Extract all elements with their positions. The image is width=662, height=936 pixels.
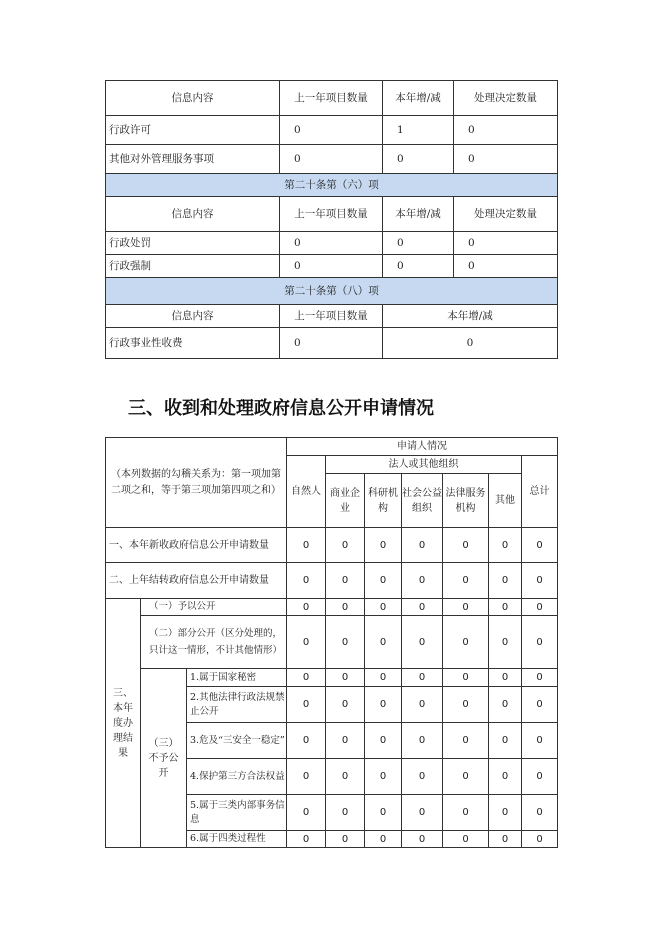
cell-value: 0: [287, 528, 326, 563]
header-content: 信息内容: [106, 305, 280, 328]
cell-value: 0: [365, 831, 402, 848]
cell-value: 0: [522, 795, 558, 831]
cell-value: 1: [383, 116, 454, 145]
cell-value: 0: [454, 116, 558, 145]
cell-value: 0: [522, 616, 558, 669]
table-row: [106, 116, 558, 145]
cell-value: 0: [522, 687, 558, 723]
table-row: [106, 669, 558, 687]
cell-value: 0: [326, 563, 365, 599]
cell-value: 0: [326, 669, 365, 687]
header-decisions: 处理决定数量: [454, 197, 558, 232]
cell-value: 0: [280, 116, 383, 145]
header-change: 本年增/减: [383, 197, 454, 232]
cell-value: 0: [443, 616, 489, 669]
cell-value: 0: [365, 669, 402, 687]
cell-value: 0: [287, 616, 326, 669]
cell-value: 0: [489, 563, 522, 599]
cell-value: 0: [383, 328, 558, 359]
row-label: 3.危及“三安全一稳定”: [187, 723, 287, 759]
cell-value: 0: [443, 687, 489, 723]
table-row: [106, 328, 558, 359]
header-prev-year: 上一年项目数量: [280, 305, 383, 328]
cell-value: 0: [402, 599, 443, 616]
row-label: 二、上年结转政府信息公开申请数量: [106, 563, 287, 599]
cell-value: 0: [287, 795, 326, 831]
cell-value: 0: [365, 759, 402, 795]
natural-person-header: 自然人: [287, 456, 326, 528]
section-three-title: 三、收到和处理政府信息公开申请情况: [128, 398, 434, 419]
cell-value: 0: [522, 563, 558, 599]
org-business: 商业企业: [326, 474, 365, 528]
cell-value: 0: [402, 795, 443, 831]
cell-value: 0: [522, 528, 558, 563]
cell-value: 0: [287, 687, 326, 723]
cell-value: 0: [402, 563, 443, 599]
header-content: 信息内容: [106, 81, 280, 116]
cell-value: 0: [443, 599, 489, 616]
cell-value: 0: [365, 616, 402, 669]
cell-value: 0: [443, 669, 489, 687]
section-band-eight: 第二十条第（八）项: [106, 278, 558, 305]
admin-matters-table: [105, 80, 558, 359]
table-row: [106, 255, 558, 278]
cell-value: 0: [402, 528, 443, 563]
cell-value: 0: [489, 687, 522, 723]
cell-value: 0: [454, 255, 558, 278]
row-label: 一、本年新收政府信息公开申请数量: [106, 528, 287, 563]
disclosure-requests-table: [105, 437, 558, 848]
cell-value: 0: [326, 599, 365, 616]
row-label: 行政强制: [106, 255, 280, 278]
row-label: 5.属于三类内部事务信息: [187, 795, 287, 831]
table-note: （本列数据的勾稽关系为：第一项加第二项之和，等于第三项加第四项之和）: [106, 438, 287, 528]
cell-value: 0: [402, 831, 443, 848]
cell-value: 0: [489, 669, 522, 687]
cell-value: 0: [280, 255, 383, 278]
org-research: 科研机构: [365, 474, 402, 528]
header-prev-year: 上一年项目数量: [280, 81, 383, 116]
table-row: [106, 599, 558, 616]
cell-value: 0: [489, 616, 522, 669]
cell-value: 0: [287, 563, 326, 599]
row-label: 其他对外管理服务事项: [106, 145, 280, 174]
header-change: 本年增/减: [383, 81, 454, 116]
header-content: 信息内容: [106, 197, 280, 232]
cell-value: 0: [326, 528, 365, 563]
table-row: [106, 528, 558, 563]
cell-value: 0: [443, 528, 489, 563]
cell-value: 0: [365, 563, 402, 599]
cell-value: 0: [383, 255, 454, 278]
cell-value: 0: [443, 831, 489, 848]
cell-value: 0: [522, 759, 558, 795]
header-decisions: 处理决定数量: [454, 81, 558, 116]
header-change: 本年增/减: [383, 305, 558, 328]
cell-value: 0: [443, 759, 489, 795]
total-header: 总计: [522, 456, 558, 528]
cell-value: 0: [383, 232, 454, 255]
header-prev-year: 上一年项目数量: [280, 197, 383, 232]
org-public-welfare: 社会公益组织: [402, 474, 443, 528]
row-label: （一）予以公开: [141, 599, 287, 616]
withhold-label: （三）不予公开: [141, 669, 187, 848]
cell-value: 0: [287, 723, 326, 759]
cell-value: 0: [280, 328, 383, 359]
cell-value: 0: [326, 759, 365, 795]
section-band-six: 第二十条第（六）项: [106, 174, 558, 197]
org-other: 其他: [489, 474, 522, 528]
table-row: [106, 616, 558, 669]
cell-value: 0: [489, 759, 522, 795]
cell-value: 0: [287, 669, 326, 687]
cell-value: 0: [326, 687, 365, 723]
cell-value: 0: [402, 687, 443, 723]
cell-value: 0: [443, 795, 489, 831]
cell-value: 0: [287, 759, 326, 795]
cell-value: 0: [365, 723, 402, 759]
row-label: 行政许可: [106, 116, 280, 145]
cell-value: 0: [402, 616, 443, 669]
org-group-header: 法人或其他组织: [326, 456, 522, 474]
cell-value: 0: [522, 831, 558, 848]
cell-value: 0: [402, 669, 443, 687]
cell-value: 0: [365, 528, 402, 563]
cell-value: 0: [280, 145, 383, 174]
cell-value: 0: [287, 831, 326, 848]
cell-value: 0: [522, 599, 558, 616]
cell-value: 0: [522, 669, 558, 687]
cell-value: 0: [489, 795, 522, 831]
cell-value: 0: [326, 831, 365, 848]
cell-value: 0: [365, 795, 402, 831]
cell-value: 0: [489, 831, 522, 848]
cell-value: 0: [402, 759, 443, 795]
cell-value: 0: [365, 599, 402, 616]
cell-value: 0: [326, 795, 365, 831]
cell-value: 0: [454, 145, 558, 174]
table-row: [106, 563, 558, 599]
cell-value: 0: [443, 723, 489, 759]
row-label: 1.属于国家秘密: [187, 669, 287, 687]
cell-value: 0: [522, 723, 558, 759]
table-row: [106, 145, 558, 174]
row-label: 2.其他法律行政法规禁止公开: [187, 687, 287, 723]
cell-value: 0: [365, 687, 402, 723]
row-label: （二）部分公开（区分处理的，只计这一情形，不计其他情形）: [141, 616, 287, 669]
cell-value: 0: [280, 232, 383, 255]
cell-value: 0: [326, 723, 365, 759]
org-legal: 法律服务机构: [443, 474, 489, 528]
cell-value: 0: [489, 599, 522, 616]
row-label: 行政事业性收费: [106, 328, 280, 359]
cell-value: 0: [443, 563, 489, 599]
applicant-header: 申请人情况: [287, 438, 558, 456]
cell-value: 0: [402, 723, 443, 759]
table-row: [106, 232, 558, 255]
cell-value: 0: [383, 145, 454, 174]
cell-value: 0: [489, 528, 522, 563]
cell-value: 0: [454, 232, 558, 255]
row-label: 行政处罚: [106, 232, 280, 255]
row-label: 4.保护第三方合法权益: [187, 759, 287, 795]
section-three-label: 三、本年度办理结果: [106, 599, 141, 848]
cell-value: 0: [326, 616, 365, 669]
row-label: 6.属于四类过程性: [187, 831, 287, 848]
cell-value: 0: [489, 723, 522, 759]
cell-value: 0: [287, 599, 326, 616]
